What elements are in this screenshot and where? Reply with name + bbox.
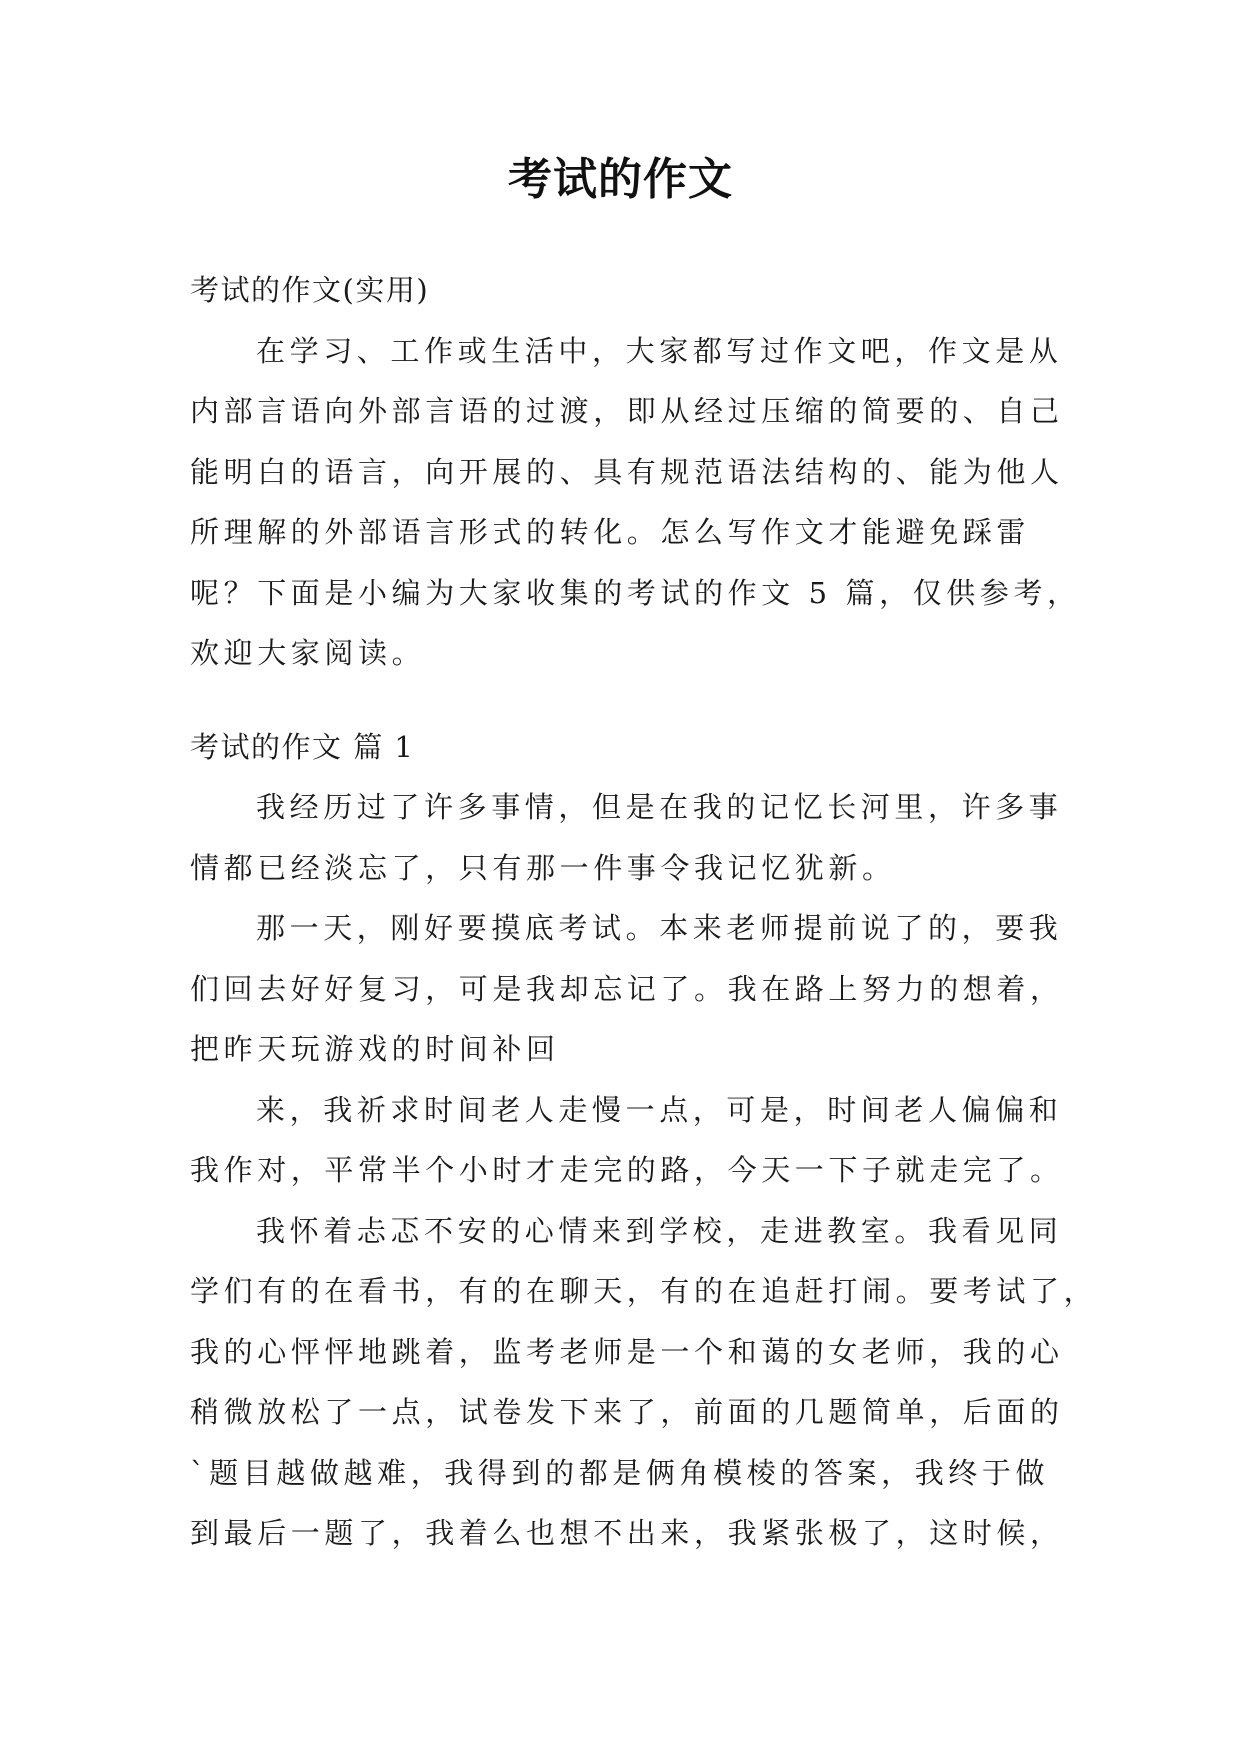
body-line: 来，我祈求时间老人走慢一点，可是，时间老人偏偏和 xyxy=(256,1092,1063,1127)
body-line: 那一天，刚好要摸底考试。本来老师提前说了的，要我 xyxy=(256,911,1063,945)
body-line: 学们有的在看书，有的在聊天，有的在追赶打闹。要考试了， xyxy=(190,1274,1098,1308)
body-line: 我经历过了许多事情，但是在我的记忆长河里，许多事 xyxy=(256,790,1063,824)
body-line: 我怀着忐忑不安的心情来到学校，走进教室。我看见同 xyxy=(256,1213,1063,1248)
section-heading: 考试的作文 篇 1 xyxy=(190,729,415,764)
intro-line: 呢？下面是小编为大家收集的考试的作文 5 篇，仅供参考， xyxy=(190,575,1081,610)
intro-line: 在学习、工作或生活中，大家都写过作文吧，作文是从 xyxy=(256,333,1063,368)
body-line: 我作对，平常半个小时才走完的路，今天一下子就走完了。 xyxy=(190,1153,1064,1187)
document-subtitle: 考试的作文(实用) xyxy=(190,273,430,307)
intro-line: 欢迎大家阅读。 xyxy=(190,636,426,670)
intro-line: 内部言语向外部言语的过渡，即从经过压缩的简要的、自己 xyxy=(190,394,1064,428)
body-line: 我的心怦怦地跳着，监考老师是一个和蔼的女老师，我的心 xyxy=(190,1334,1064,1369)
body-line: 情都已经淡忘了，只有那一件事令我记忆犹新。 xyxy=(190,850,896,885)
body-line: 稍微放松了一点，试卷发下来了，前面的几题简单，后面的 xyxy=(190,1395,1064,1429)
intro-line: 所理解的外部语言形式的转化。怎么写作文才能避免踩雷 xyxy=(190,515,1031,549)
body-line: `题目越做越难，我得到的都是俩角模棱的答案，我终于做 xyxy=(190,1455,1050,1490)
document-body xyxy=(190,260,1098,1564)
document-title: 考试的作文 xyxy=(508,154,733,205)
intro-line: 能明白的语言，向开展的、具有规范语法结构的、能为他人 xyxy=(190,454,1064,489)
body-line: 到最后一题了，我着么也想不出来，我紧张极了，这时候， xyxy=(190,1516,1064,1550)
body-line: 们回去好好复习，可是我却忘记了。我在路上努力的想着， xyxy=(190,971,1064,1006)
paragraph-spacer xyxy=(190,684,1058,717)
body-line: 把昨天玩游戏的时间补回 xyxy=(190,1032,560,1066)
